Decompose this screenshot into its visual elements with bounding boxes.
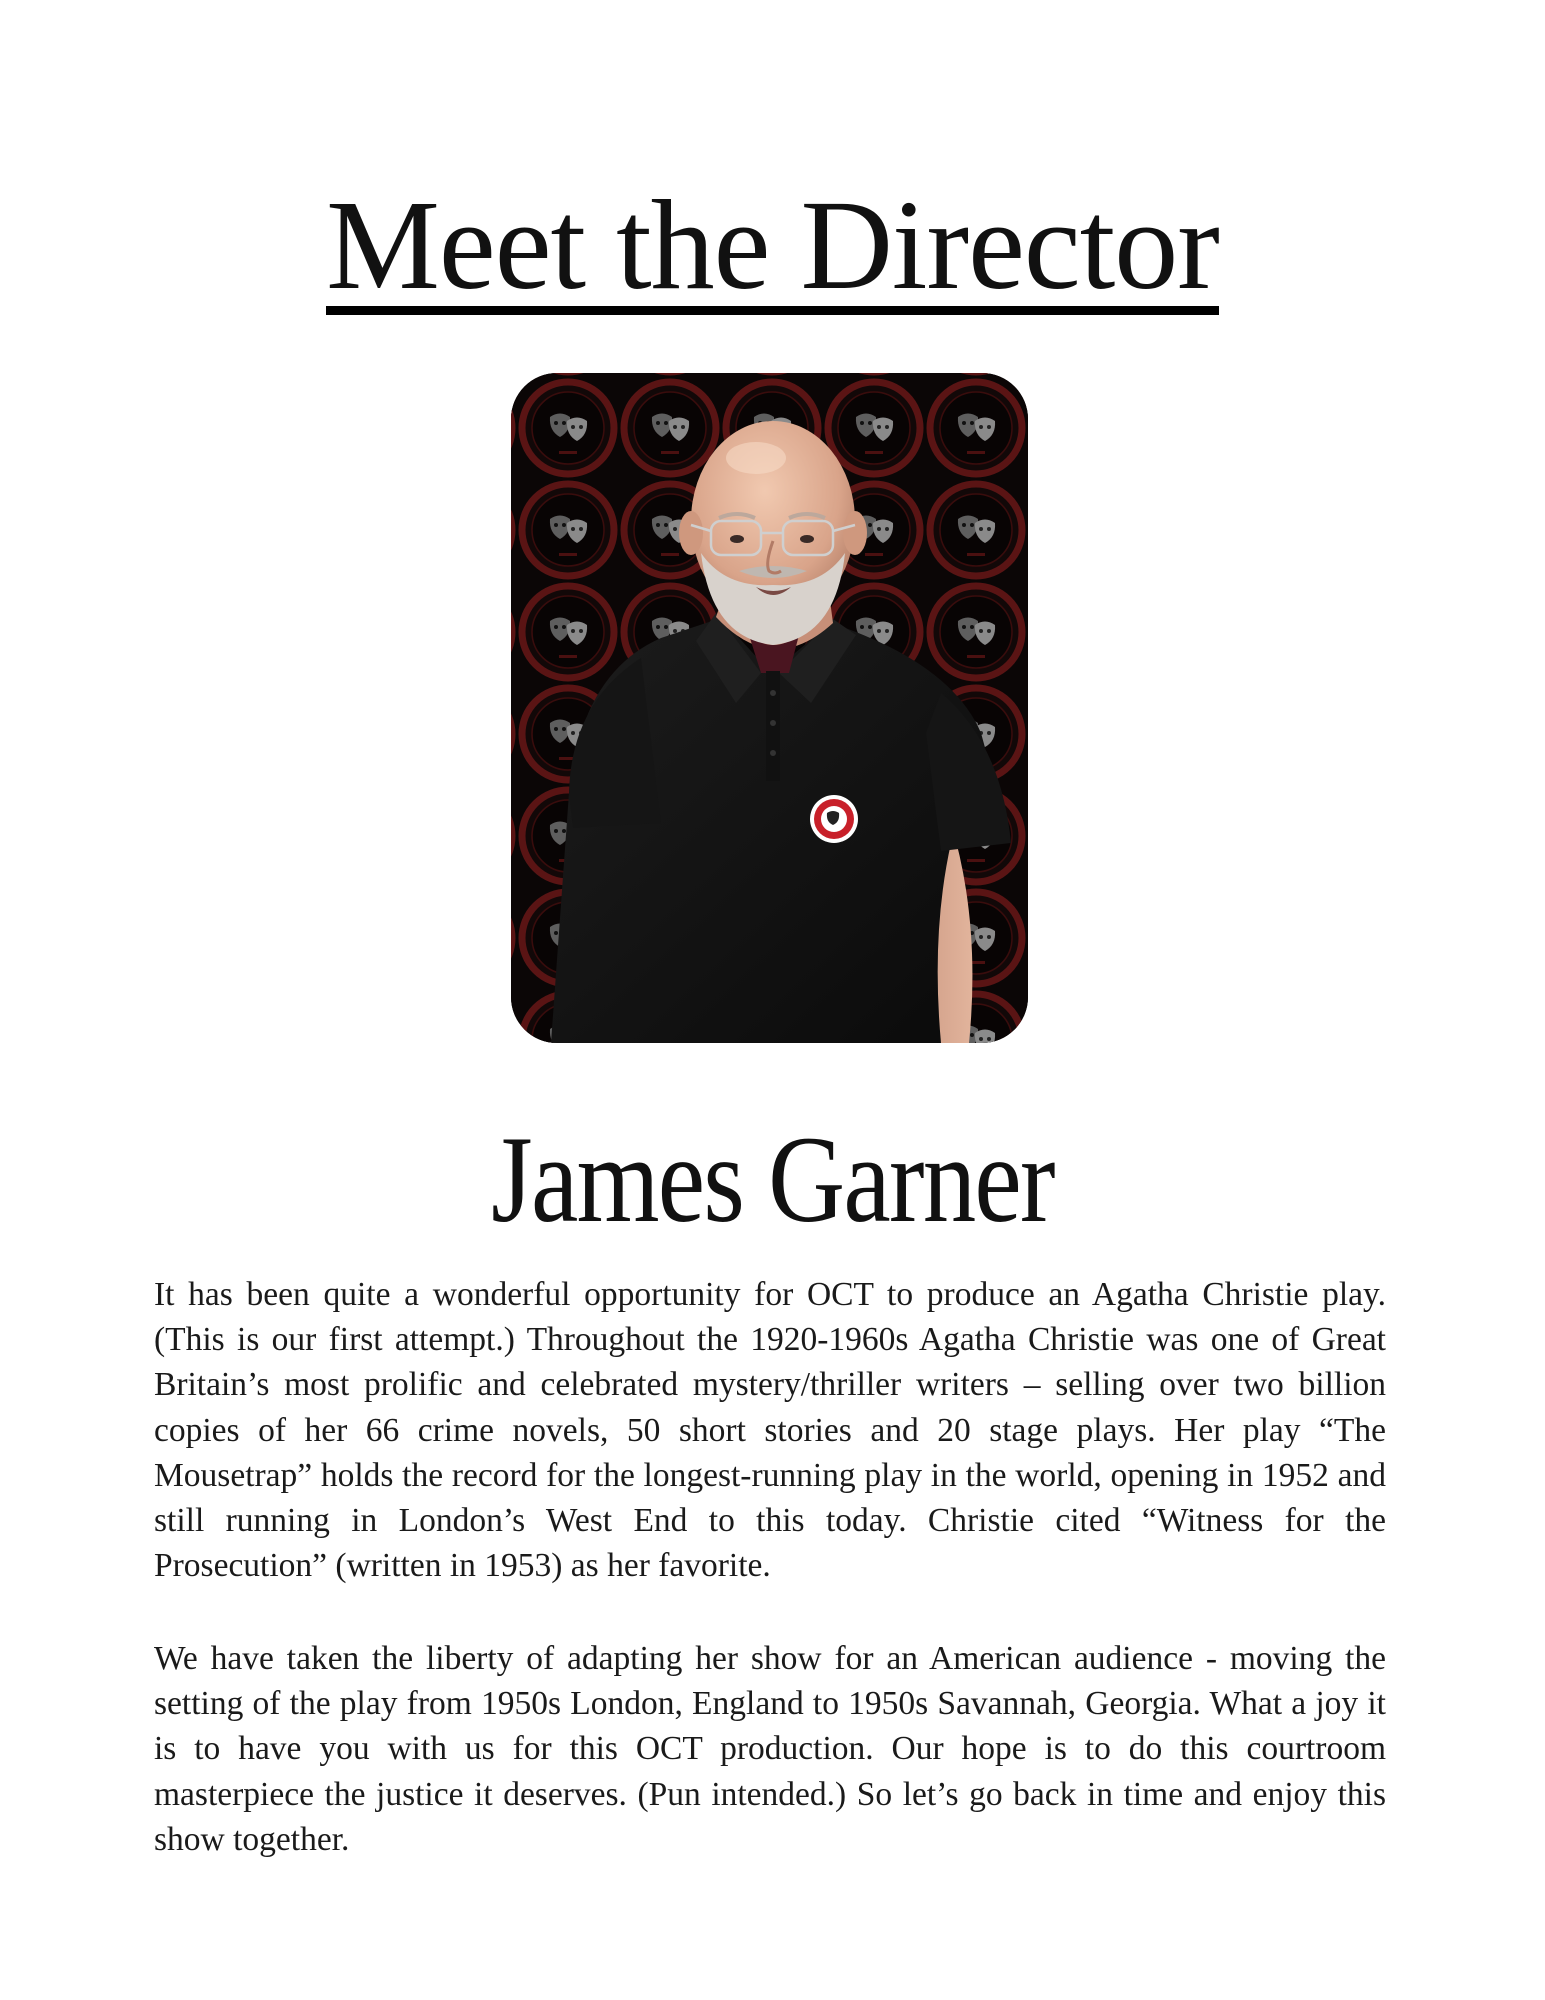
- page-title: [0, 175, 1545, 315]
- director-name: James Garner: [491, 1111, 1054, 1248]
- theater-logo-icon: [810, 795, 858, 843]
- page-title-text: Meet the Director: [326, 174, 1219, 316]
- director-portrait-image: [511, 373, 1028, 1043]
- director-photo: [511, 373, 1028, 1043]
- bio-paragraph-1: It has been quite a wonderful opportunity for OCT to produce an Agatha Christie play. (This is our first attempt.) Throughout the 1920-1960s Agatha Christie was one of Great Britain’s most prolific and celebrated mystery/thriller writers – selling over two billion copies of her 66 crime novels, 50 short stories and 20 stage plays. Her play “The Mousetrap” holds the record for the longest-running play in the world, opening in 1952 and still running in London’s West End to this today. Christie cited “Witness for the Prosecution” (written in 1953) as her favorite.: [154, 1276, 1386, 1585]
- bio-paragraph-2: We have taken the liberty of adapting her show for an American audience - moving the setting of the play from 1950s London, England to 1950s Savannah, Georgia. What a joy it is to have you with us for this OCT production. Our hope is to do this courtroom masterpiece the justice it deserves. (Pun intended.) So let’s go back in time and enjoy this show together.: [154, 1640, 1386, 1858]
